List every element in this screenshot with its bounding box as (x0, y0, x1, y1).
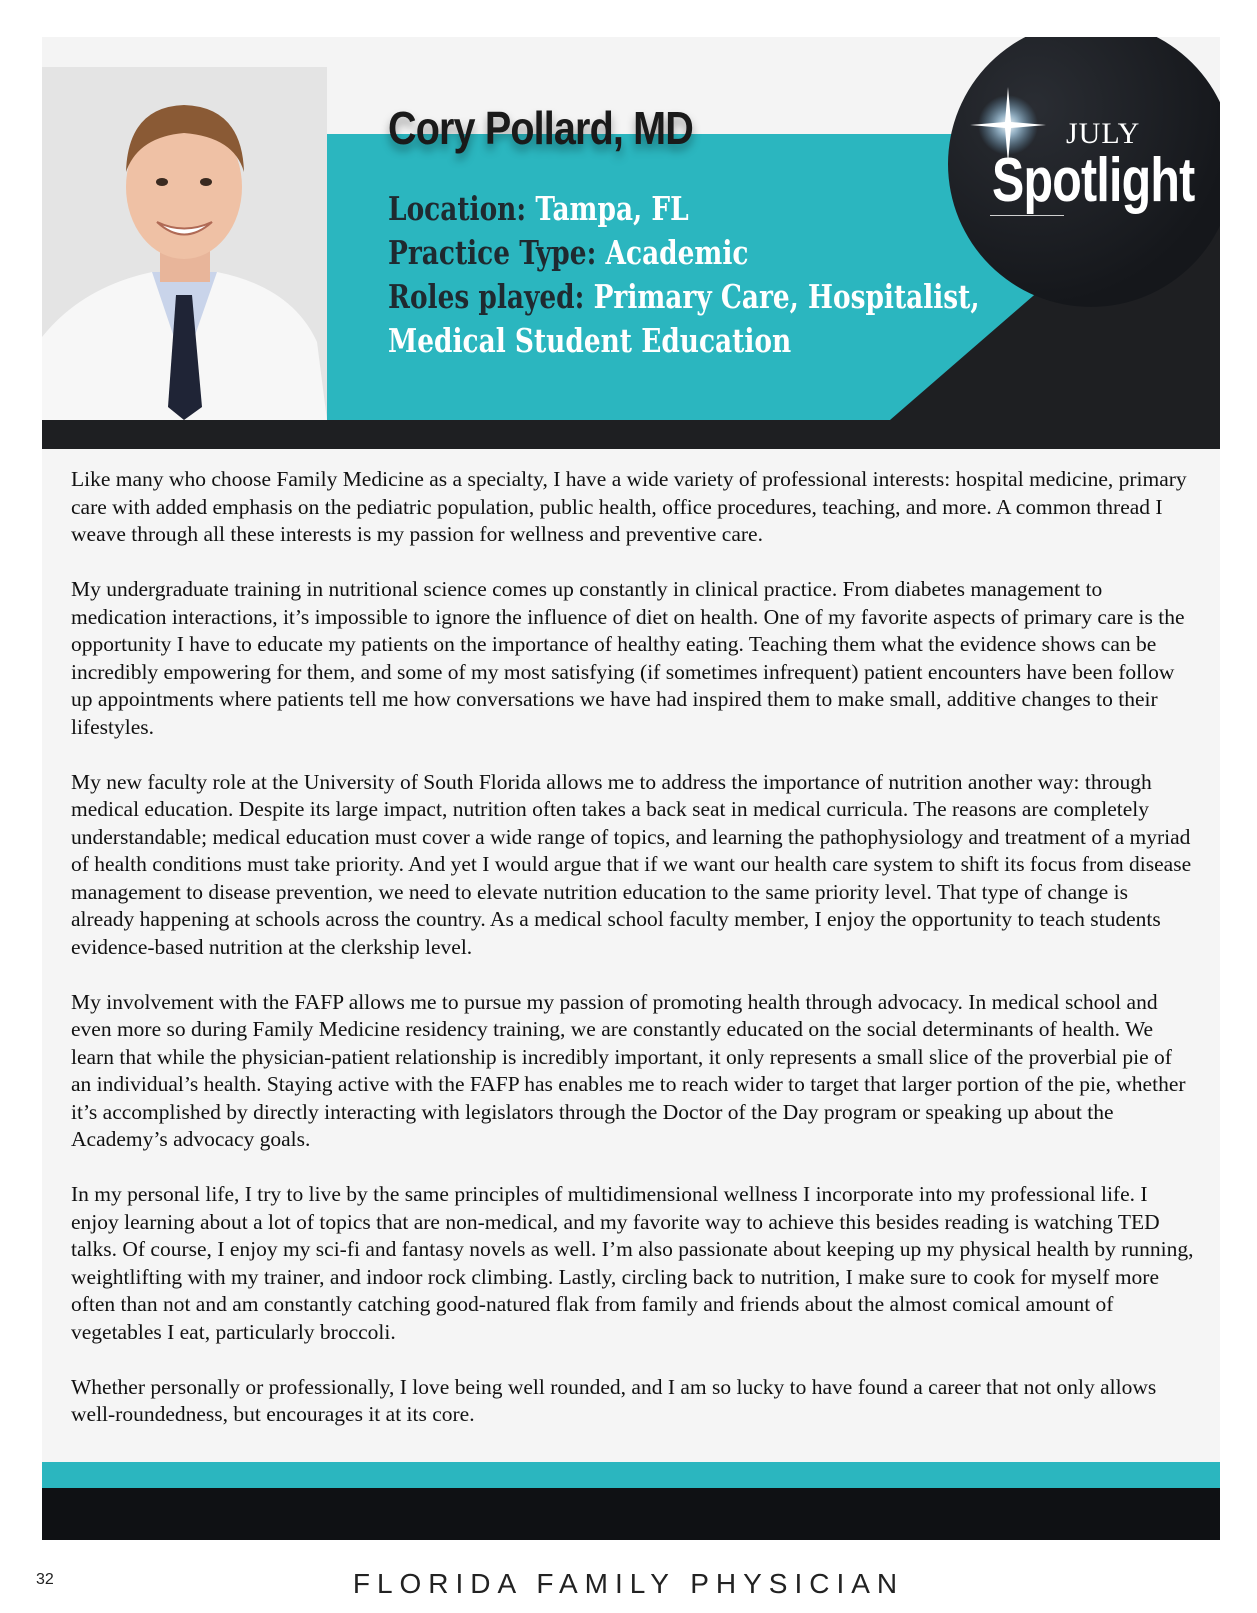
profile-photo (42, 67, 327, 420)
article-body (71, 466, 1196, 1456)
practice-type-row (388, 231, 900, 275)
badge-title: Spotlight (992, 146, 1195, 215)
footer-teal-bar (42, 1462, 1220, 1488)
article-paragraph: In my personal life, I try to live by the same principles of multidimensional wellness I incorporate into my professional life. I enjoy learning about a lot of topics that are non-medical, and my favorite way to achieve this besides reading is watching TED talks. Of course, I enjoy my sci-fi and fantasy novels as well. I’m also passionate about keeping up my physical health by running, weightlifting with my trainer, and indoor rock climbing. Lastly, circling back to nutrition, I make sure to cook for myself more often than not and am constantly catching good-natured flak from family and friends about the almost comical amount of vegetables I eat, particularly broccoli. (71, 1182, 1194, 1344)
practice-type-label: Practice Type: (388, 233, 597, 272)
profile-details (388, 187, 980, 363)
spotlight-badge (948, 37, 1220, 307)
publication-name: FLORIDA FAMILY PHYSICIAN (352, 1568, 905, 1599)
location-row (388, 187, 900, 231)
roles-value-line2: Medical Student Education (388, 321, 792, 360)
badge-month: JULY (1066, 117, 1141, 150)
article-paragraph: Like many who choose Family Medicine as a specialty, I have a wide variety of professional interests: hospital medicine, primary care with added emphasis on the pediatric population, public health, office procedures, teaching, and more. A common thread I weave through all these interests is my passion for wellness and preventive care. (71, 467, 1187, 546)
practice-type-value: Academic (605, 233, 749, 272)
header-dark-bar (42, 420, 1220, 449)
article-paragraph: My undergraduate training in nutritional science comes up constantly in clinical practice. From diabetes management to medication interactions, it’s impossible to ignore the influence of diet on health. One of my favorite aspects of primary care is the opportunity I have to educate my patients on the importance of healthy eating. Teaching them what the evidence shows can be incredibly empowering for them, and some of my most satisfying (if sometimes infrequent) patient encounters have been follow up appointments where patients tell me how conversations we have had inspired them to make small, additive changes to their lifestyles. (71, 577, 1185, 739)
roles-row-2 (388, 319, 900, 363)
physician-name: Cory Pollard, MD (388, 102, 693, 154)
article-paragraph: My involvement with the FAFP allows me to pursue my passion of promoting health through advocacy. In medical school and even more so during Family Medicine residency training, we are constantly educated on the social determinants of health. We learn that while the physician-patient relationship is incredibly important, it only represents a small slice of the proverbial pie of an individual’s health. Staying active with the FAFP has enables me to reach wider to target that larger portion of the pie, whether it’s accomplished by directly interacting with legislators through the Doctor of the Day program or speaking up about the Academy’s advocacy goals. (71, 989, 1186, 1151)
location-value: Tampa, FL (535, 189, 689, 228)
location-label: Location: (388, 189, 527, 228)
roles-row (388, 275, 980, 319)
roles-value-line1: Primary Care, Hospitalist, (593, 277, 980, 316)
article-paragraph: Whether personally or professionally, I love being well rounded, and I am so lucky to have found a career that not only allows well-roundedness, but encourages it at its core. (71, 1374, 1157, 1426)
badge-underline (990, 215, 1064, 216)
article-paragraph: My new faculty role at the University of South Florida allows me to address the importance of nutrition another way: through medical education. Despite its large impact, nutrition often takes a back seat in medical curricula. The reasons are completely understandable; medical education must cover a wide range of topics, and learning the pathophysiology and treatment of a myriad of health conditions must take priority. And yet I would argue that if we want our health care system to shift its focus from disease management to disease prevention, we need to elevate nutrition education to the same priority level. That type of change is already happening at schools across the country. As a medical school faculty member, I enjoy the opportunity to teach students evidence-based nutrition at the clerkship level. (71, 769, 1192, 959)
footer-dark-bar (42, 1488, 1220, 1540)
page-number: 32 (36, 1571, 54, 1588)
roles-label: Roles played: (388, 277, 585, 316)
